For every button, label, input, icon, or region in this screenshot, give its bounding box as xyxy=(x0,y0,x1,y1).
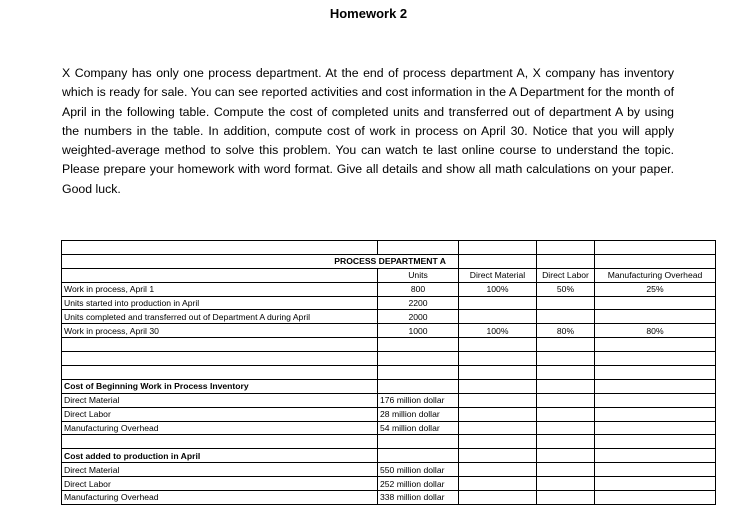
col-direct-material-header: Direct Material xyxy=(459,268,537,282)
col-units-header: Units xyxy=(378,268,459,282)
dm-cell xyxy=(459,310,537,324)
table-row xyxy=(62,393,716,407)
cost-cell: 54 million dollar xyxy=(378,421,459,435)
dm-cell xyxy=(459,296,537,310)
dm-cell: 100% xyxy=(459,282,537,296)
table-spacer-row xyxy=(62,338,716,352)
units-cell: 1000 xyxy=(378,324,459,338)
units-cell: 800 xyxy=(378,282,459,296)
table-row xyxy=(62,324,716,338)
col-direct-labor-header: Direct Labor xyxy=(537,268,595,282)
units-cell: 2200 xyxy=(378,296,459,310)
section-heading-row xyxy=(62,379,716,393)
beginning-cost-heading: Cost of Beginning Work in Process Inventory xyxy=(62,379,378,393)
added-cost-heading: Cost added to production in April xyxy=(62,449,378,463)
table-row xyxy=(62,310,716,324)
cost-cell: 338 million dollar xyxy=(378,491,459,505)
table-spacer-row xyxy=(62,352,716,366)
row-label: Work in process, April 30 xyxy=(62,324,378,338)
row-label: Work in process, April 1 xyxy=(62,282,378,296)
cost-cell: 28 million dollar xyxy=(378,407,459,421)
table-spacer-row xyxy=(62,435,716,449)
row-label: Manufacturing Overhead xyxy=(62,421,378,435)
moh-cell xyxy=(595,310,716,324)
moh-cell xyxy=(595,296,716,310)
units-cell: 2000 xyxy=(378,310,459,324)
table-row xyxy=(62,407,716,421)
dl-cell: 50% xyxy=(537,282,595,296)
dl-cell xyxy=(537,296,595,310)
process-department-table xyxy=(61,240,716,505)
cost-cell: 550 million dollar xyxy=(378,463,459,477)
dm-cell: 100% xyxy=(459,324,537,338)
dl-cell: 80% xyxy=(537,324,595,338)
row-label: Units completed and transferred out of Department A during April xyxy=(62,310,378,324)
cost-cell: 176 million dollar xyxy=(378,393,459,407)
table-row xyxy=(62,421,716,435)
moh-cell: 25% xyxy=(595,282,716,296)
instructions-paragraph: X Company has only one process department. At the end of process department A, X company has inventory which is ready for sale. You can see reported activities and cost information in the A Department for the month of April in the following table. Compute the cost of completed units and transferred out of department A by using the numbers in the table. In addition, compute cost of work in process on April 30. Notice that you will apply weighted-average method to solve this problem. You can watch te last online course to understand the topic. Please prepare your homework with word format. Give all details and show all math calculations on your paper. Good luck. xyxy=(62,66,674,196)
table-row xyxy=(62,463,716,477)
row-label: Direct Material xyxy=(62,463,378,477)
row-label: Manufacturing Overhead xyxy=(62,491,378,505)
document-title: Homework 2 xyxy=(329,6,408,21)
table-heading-row xyxy=(62,254,716,268)
table-spacer-row xyxy=(62,366,716,380)
table-spacer-row xyxy=(62,241,716,255)
row-label: Units started into production in April xyxy=(62,296,378,310)
section-heading-row xyxy=(62,449,716,463)
cost-cell: 252 million dollar xyxy=(378,477,459,491)
table-row xyxy=(62,491,716,505)
table-heading: PROCESS DEPARTMENT A xyxy=(62,254,459,268)
table-row xyxy=(62,477,716,491)
col-manufacturing-overhead-header: Manufacturing Overhead xyxy=(595,268,716,282)
moh-cell: 80% xyxy=(595,324,716,338)
table-row xyxy=(62,296,716,310)
row-label: Direct Labor xyxy=(62,407,378,421)
column-header-row xyxy=(62,268,716,282)
row-label: Direct Material xyxy=(62,393,378,407)
table-row xyxy=(62,282,716,296)
dl-cell xyxy=(537,310,595,324)
row-label: Direct Labor xyxy=(62,477,378,491)
